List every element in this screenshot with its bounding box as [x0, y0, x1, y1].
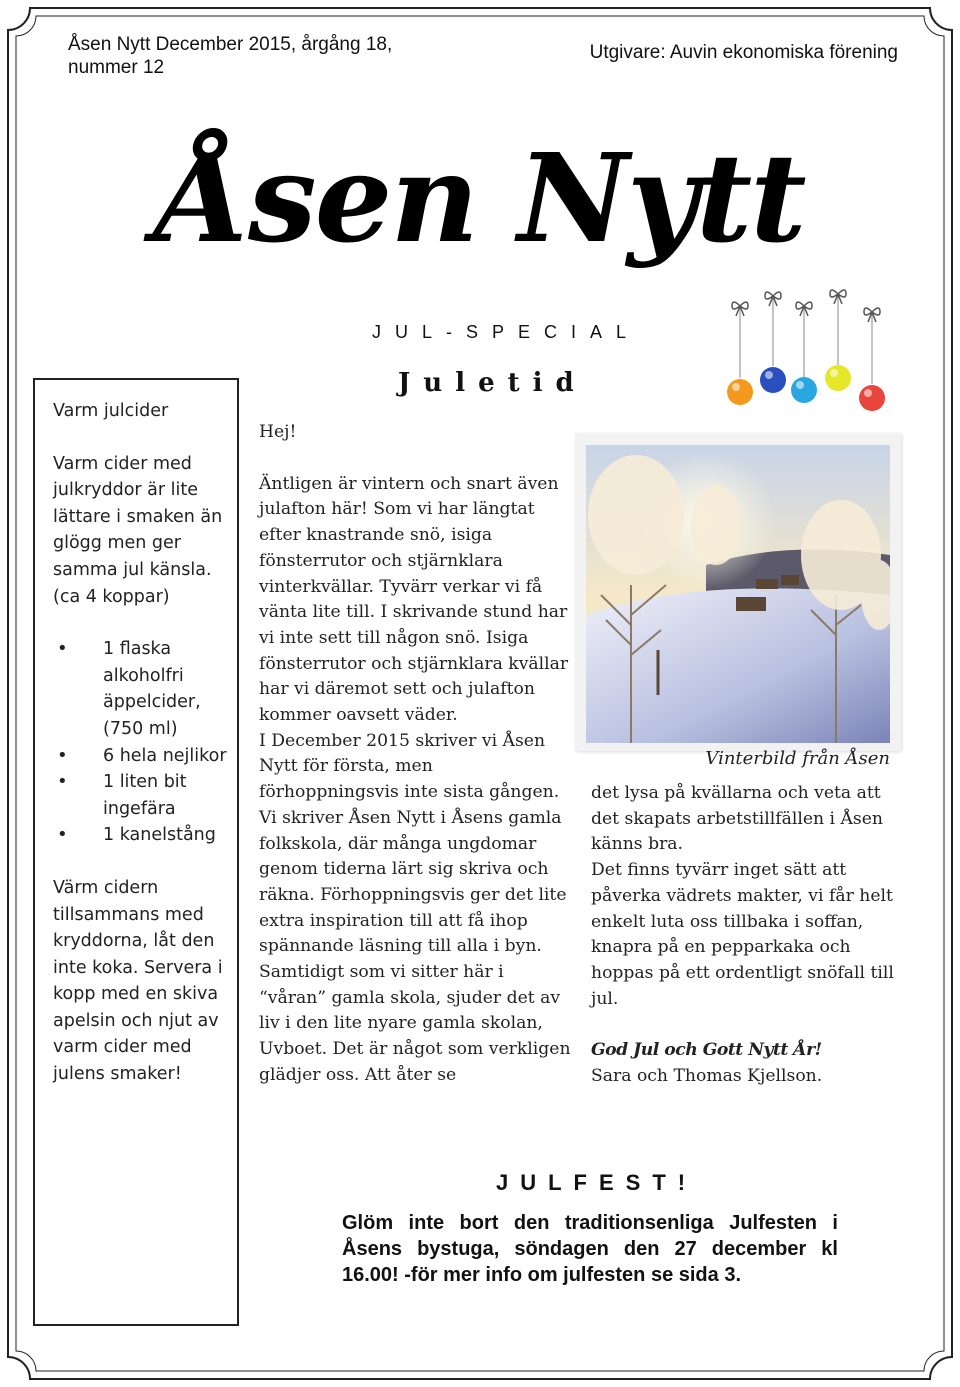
article-title: Juletid — [398, 368, 587, 398]
issue-info: Åsen Nytt December 2015, årgång 18, nummer 12 — [68, 34, 393, 78]
winter-photo — [575, 433, 901, 751]
ornament-ball — [760, 367, 786, 393]
ingredient-list — [53, 636, 227, 849]
christmas-ornaments-icon — [718, 286, 898, 416]
ornament-ball — [727, 379, 753, 405]
winter-landscape-icon — [586, 445, 890, 743]
ornament-highlight — [765, 371, 773, 379]
article-paragraph: det lysa på kvällarna och veta att det skapats arbetstillfällen i Åsen känns bra. — [591, 783, 883, 855]
article-paragraph: Det finns tyvärr inget sätt att påverka vädrets makter, vi får helt enkelt luta oss tillbaka i soffan, knapra på en pepparkaka och hoppas på ett ordentligt snöfall till jul. — [591, 860, 894, 1009]
publisher: Utgivare: Auvin ekonomiska förening — [589, 42, 898, 63]
list-item: • 1 liten bit ingefära — [103, 769, 227, 822]
recipe-instructions: Värm cidern tillsammans med kryddorna, låt den inte koka. Servera i kopp med en skiva apelsin och njut av varm cider med julens smaker! — [53, 877, 223, 1085]
ornament-highlight — [732, 383, 740, 391]
recipe-intro: Varm cider med julkryddor är lite lättare i smaken än glögg men ger samma jul känsla. (ca 4 koppar) — [53, 453, 223, 607]
ornament-highlight — [864, 389, 872, 397]
article-paragraph: Äntligen är vintern och snart även julafton här! Som vi har längtat efter knastrande snö, isiga fönsterrutor och stjärnklara vinterkvällar. Tyvärr verkar vi få vänta lite till. I skrivande stund har vi inte sett till någon snö. Isiga fönsterrutor och stjärnklara kvällar har vi däremot sett och julafton kommer oavsett väder. — [259, 473, 569, 726]
julfest-notice: Glöm inte bort den traditionsenliga Julfesten i Åsens bystuga, söndagen den 27 december kl 16.00! -för mer info om julfesten se sida 3. — [342, 1212, 838, 1286]
season-greeting: God Jul och Gott Nytt År! — [591, 1040, 822, 1061]
article-paragraph: Vi skriver Åsen Nytt i Åsens gamla folkskola, där många ungdomar genom tiderna lärt sig skriva och räkna. Förhoppningsvis ger det lite extra inspiration till att få ihop spännande läsning till alla i byn. — [259, 807, 567, 957]
ornament-highlight — [830, 369, 838, 377]
article-greeting: Hej! — [259, 422, 297, 442]
article-column-middle — [259, 420, 571, 1089]
ornament-ball — [825, 365, 851, 391]
recipe-box — [33, 378, 239, 1326]
article-column-right — [591, 781, 909, 1090]
list-item: • 6 hela nejlikor — [103, 743, 227, 770]
masthead-subtitle: JUL-SPECIAL — [372, 322, 641, 342]
list-item: • 1 kanelstång — [103, 822, 227, 849]
photo-caption: Vinterbild från Åsen — [705, 748, 890, 769]
list-item: • 1 flaska alkoholfri äppelcider, (750 ml) — [103, 636, 227, 742]
ornament-ball — [859, 385, 885, 411]
ornament-ball — [791, 377, 817, 403]
julfest-title: JULFEST! — [496, 1170, 698, 1195]
author-names: Sara och Thomas Kjellson. — [591, 1066, 823, 1087]
article-paragraph: Samtidigt som vi sitter här i “våran” gamla skola, sjuder det av liv i den lite nyare gamla skolan, Uvboet. Det är något som verkligen glädjer oss. Att åter se — [259, 962, 571, 1085]
article-paragraph: I December 2015 skriver vi Åsen Nytt för första, men förhoppningsvis inte sista gången. — [259, 730, 560, 803]
masthead-title: Åsen Nytt — [155, 126, 805, 270]
recipe-heading: Varm julcider — [53, 401, 169, 421]
ornament-highlight — [796, 381, 804, 389]
